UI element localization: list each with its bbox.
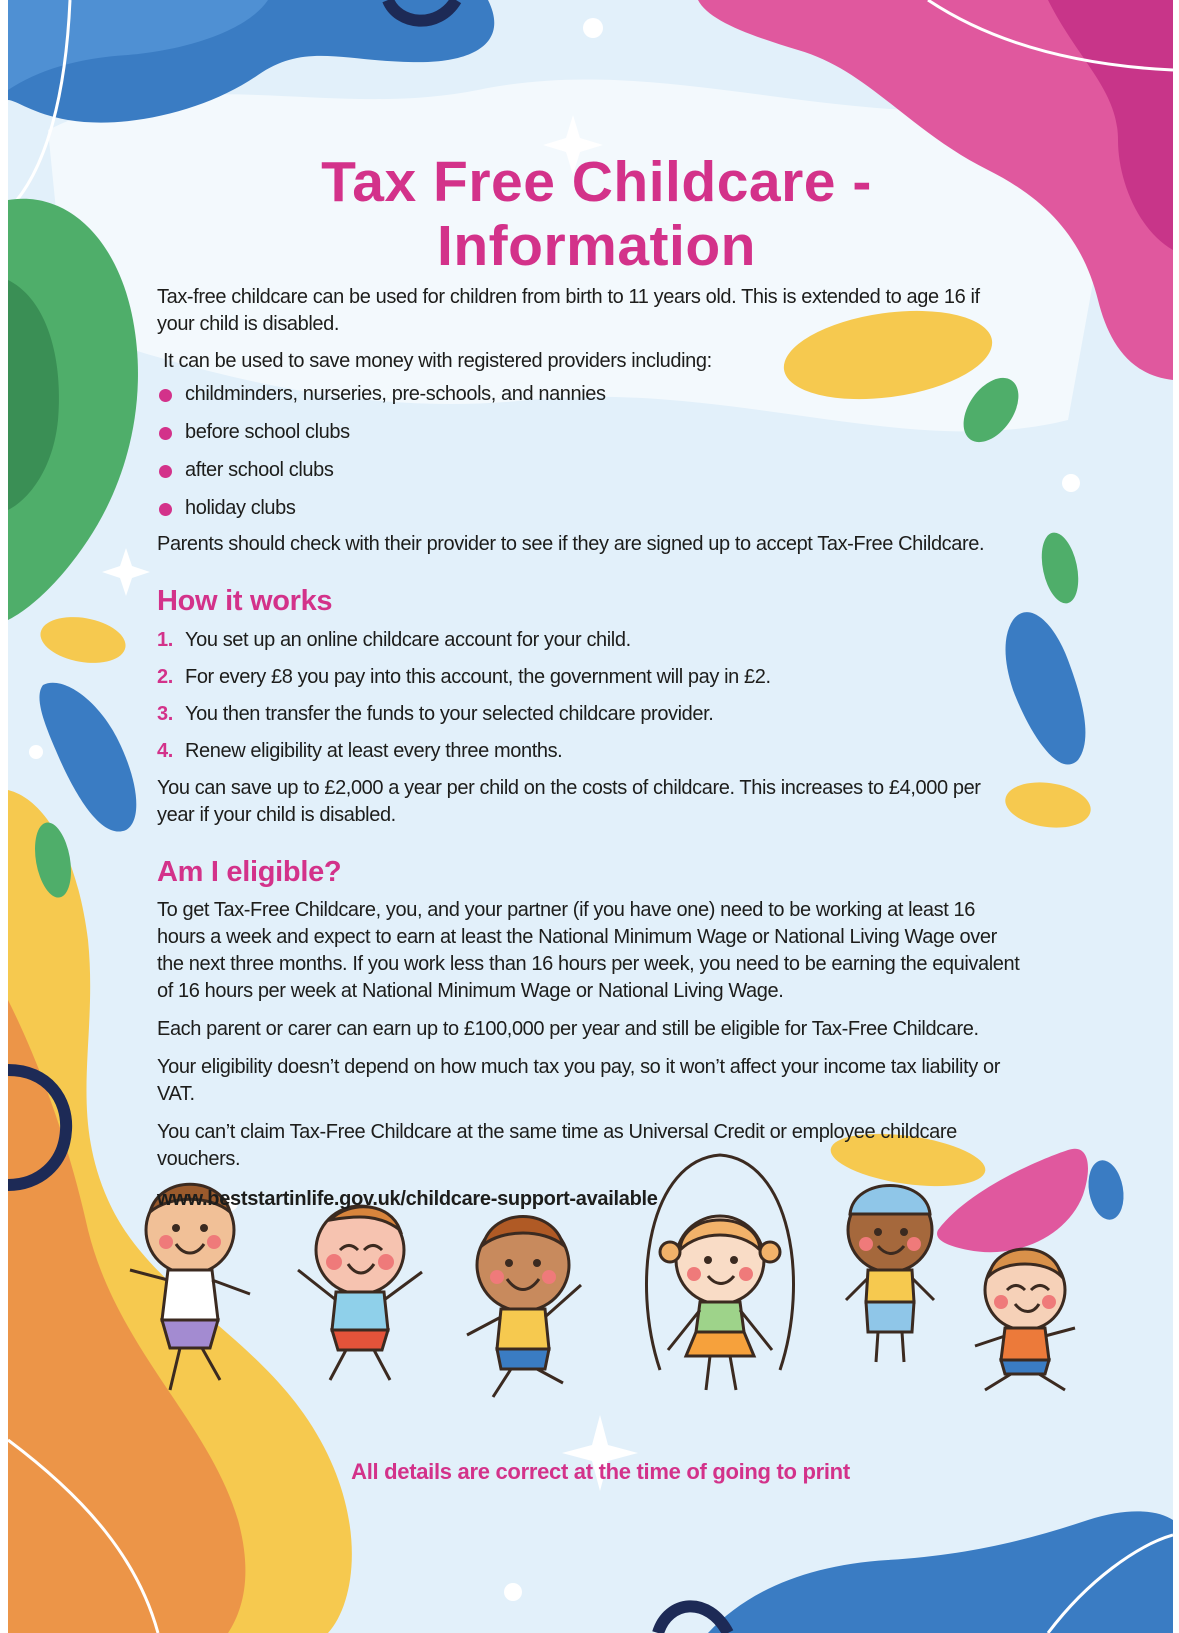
steps-list: [157, 627, 1022, 765]
intro-paragraph: Tax-free childcare can be used for children from birth to 11 years old. This is extended to age 16 if your child is disabled.: [157, 286, 980, 335]
step-item: [157, 738, 1022, 765]
white-dot: [1062, 474, 1080, 492]
main-content: [157, 150, 1022, 1213]
blue-drop-left: [39, 683, 136, 832]
child-figure-2: [298, 1206, 422, 1380]
step-text: You then transfer the funds to your selected childcare provider.: [185, 703, 714, 725]
white-dot: [29, 745, 43, 759]
list-item-text: after school clubs: [185, 459, 334, 481]
child-figure-3: [467, 1217, 581, 1398]
list-item-text: before school clubs: [185, 421, 350, 443]
blue-blob-bottom-right: [708, 1511, 1173, 1633]
step-item: [157, 701, 1022, 728]
list-item: [157, 457, 1022, 484]
website-url: www.beststartinlife.gov.uk/childcare-support-available: [157, 1188, 658, 1210]
bullet-dot: [159, 503, 172, 516]
star-sparkle-left: [102, 548, 150, 596]
step-text: For every £8 you pay into this account, the government will pay in £2.: [185, 666, 771, 688]
step-number: 1.: [157, 629, 173, 651]
how-it-works-heading: How it works: [157, 585, 333, 617]
step-item: [157, 664, 1022, 691]
step-text: You set up an online childcare account for your child.: [185, 629, 631, 651]
step-number: 3.: [157, 703, 173, 725]
bullet-dot: [159, 389, 172, 402]
list-item: [157, 419, 1022, 446]
eligibility-heading: Am I eligible?: [157, 856, 342, 888]
yellow-blob-left: [37, 611, 129, 669]
bullet-dot: [159, 465, 172, 478]
list-item: [157, 495, 1022, 522]
eligibility-paragraph: You can’t claim Tax-Free Childcare at the same time as Universal Credit or employee childcare vouchers.: [157, 1121, 957, 1170]
green-drop-far-right: [1036, 529, 1084, 606]
list-item-text: holiday clubs: [185, 497, 296, 519]
step-text: Renew eligibility at least every three months.: [185, 740, 563, 762]
providers-lead: It can be used to save money with registered providers including:: [163, 350, 712, 372]
child-figure-1: [130, 1184, 250, 1390]
footer-note: All details are correct at the time of going to print: [351, 1459, 850, 1484]
white-dot: [504, 1583, 522, 1601]
child-figure-6: [975, 1249, 1075, 1390]
providers-list: [157, 381, 1022, 522]
step-item: [157, 627, 1022, 654]
eligibility-paragraph: Each parent or carer can earn up to £100,000 per year and still be eligible for Tax-Free Childcare.: [157, 1018, 979, 1040]
eligibility-paragraph: Your eligibility doesn’t depend on how much tax you pay, so it won’t affect your income tax liability or VAT.: [157, 1056, 1000, 1105]
eligibility-paragraph: To get Tax-Free Childcare, you, and your partner (if you have one) need to be working at least 16 hours a week and expect to earn at least the National Minimum Wage or National Living Wage over the next three months. If you work less than 16 hours per week, you need to be earning the equivalent of 16 hours per week at National Minimum Wage or National Living Wage.: [157, 899, 1020, 1002]
step-number: 4.: [157, 740, 173, 762]
list-item-text: childminders, nurseries, pre-schools, and nannies: [185, 383, 606, 405]
step-number: 2.: [157, 666, 173, 688]
page-title: Tax Free Childcare -Information: [321, 150, 872, 278]
white-dot: [583, 18, 603, 38]
list-item: [157, 381, 1022, 408]
bullet-dot: [159, 427, 172, 440]
savings-paragraph: You can save up to £2,000 a year per child on the costs of childcare. This increases to £4,000 per year if your child is disabled.: [157, 777, 981, 826]
provider-check-paragraph: Parents should check with their provider to see if they are signed up to accept Tax-Free Childcare.: [157, 533, 985, 555]
